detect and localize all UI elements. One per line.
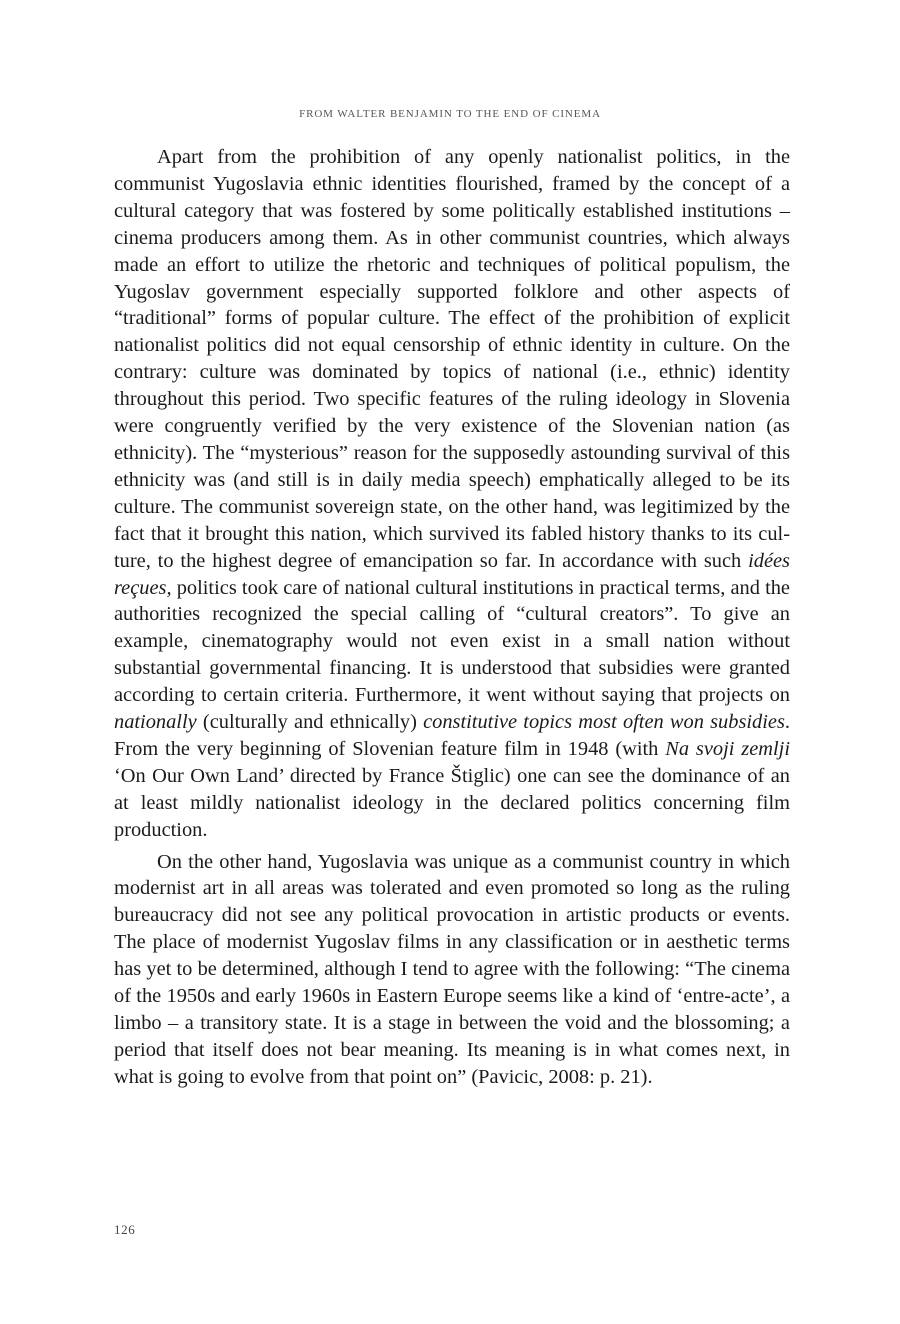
running-head: FROM WALTER BENJAMIN TO THE END OF CINEMA bbox=[299, 108, 601, 120]
paragraph-1-run: politics took care of national cultural institutions in practical terms, and the authorities recognized the special calling of “cultural creators”. To give an example, cinematography would not even exist in a small nation without substantial governmental financing. It is understood that subsidies were granted according to certain criteria. Furthermore, it went without saying that projects on bbox=[114, 576, 790, 707]
paragraph-1-run: Apart from the prohibition of any openly nationalist politics, in the communist Yugoslavia ethnic identities flourished, framed by the concept of a cultural category that was fostered by some politically established institutions – cinema producers among them. As in other communist countries, which always made an effort to utilize the rhetoric and techniques of political populism, the Yugoslav government especially supported folklore and other aspects of “traditional” forms of popular culture. The effect of the prohibition of explicit nationalist politics did not equal censorship of ethnic identity in culture. On the contrary: culture was dominated by topics of national (i.e., ethnic) identity throughout this period. Two specific features of the ruling ideology in Slovenia were congruently verified by the very existence of the Slovenian nation (as ethnicity). The “mysterious” reason for the supposedly astounding survival of this ethnicity was (and still is in daily media speech) emphatically alleged to be its culture. The communist sovereign state, on the other hand, was legitimized by the fact that it brought this nation, which survived its fabled history thanks to its culture, to the highest degree of emancipation so far. In accordance with such bbox=[114, 146, 790, 572]
paragraph-1-run: . From the very beginning of Slovenian feature film in 1948 (with bbox=[114, 711, 790, 760]
paragraph-2 bbox=[114, 849, 790, 1091]
page-number: 126 bbox=[114, 1222, 136, 1237]
italic-word-nationally: nationally bbox=[114, 711, 197, 734]
paragraph-1 bbox=[114, 144, 790, 844]
paragraph-2-run: On the other hand, Yugoslavia was unique as a communist country in which modernist art in all areas was tolerated and even promoted so long as the ruling bureaucracy did not see any political provocation in artistic products or events. The place of modernist Yugoslav films in any classification or in aesthetic terms has yet to be determined, although I tend to agree with the following: “The cinema of the 1950s and early 1960s in Eastern Europe seems like a kind of ‘entre-acte’, a limbo – a transitory state. It is a stage in between the void and the blossoming; a period that itself does not bear meaning. Its meaning is in what comes next, in what is going to evolve from that point on” (Pavicic, 2008: p. 21). bbox=[114, 850, 790, 1088]
paragraph-1-run: (culturally and ethnically) bbox=[196, 711, 424, 734]
italic-film-title: Na svoji zemlji bbox=[665, 737, 791, 760]
italic-phrase-idees-recues: idées reçues, bbox=[114, 549, 790, 599]
body-text bbox=[114, 144, 790, 1091]
italic-phrase-constitutive-topics: constitutive topics most often won subsidies bbox=[423, 711, 785, 734]
paragraph-1-run: ‘On Our Own Land’ directed by France Štiglic) one can see the dominance of an at least mildly nationalist ideology in the declared politics concerning film production. bbox=[114, 764, 790, 841]
